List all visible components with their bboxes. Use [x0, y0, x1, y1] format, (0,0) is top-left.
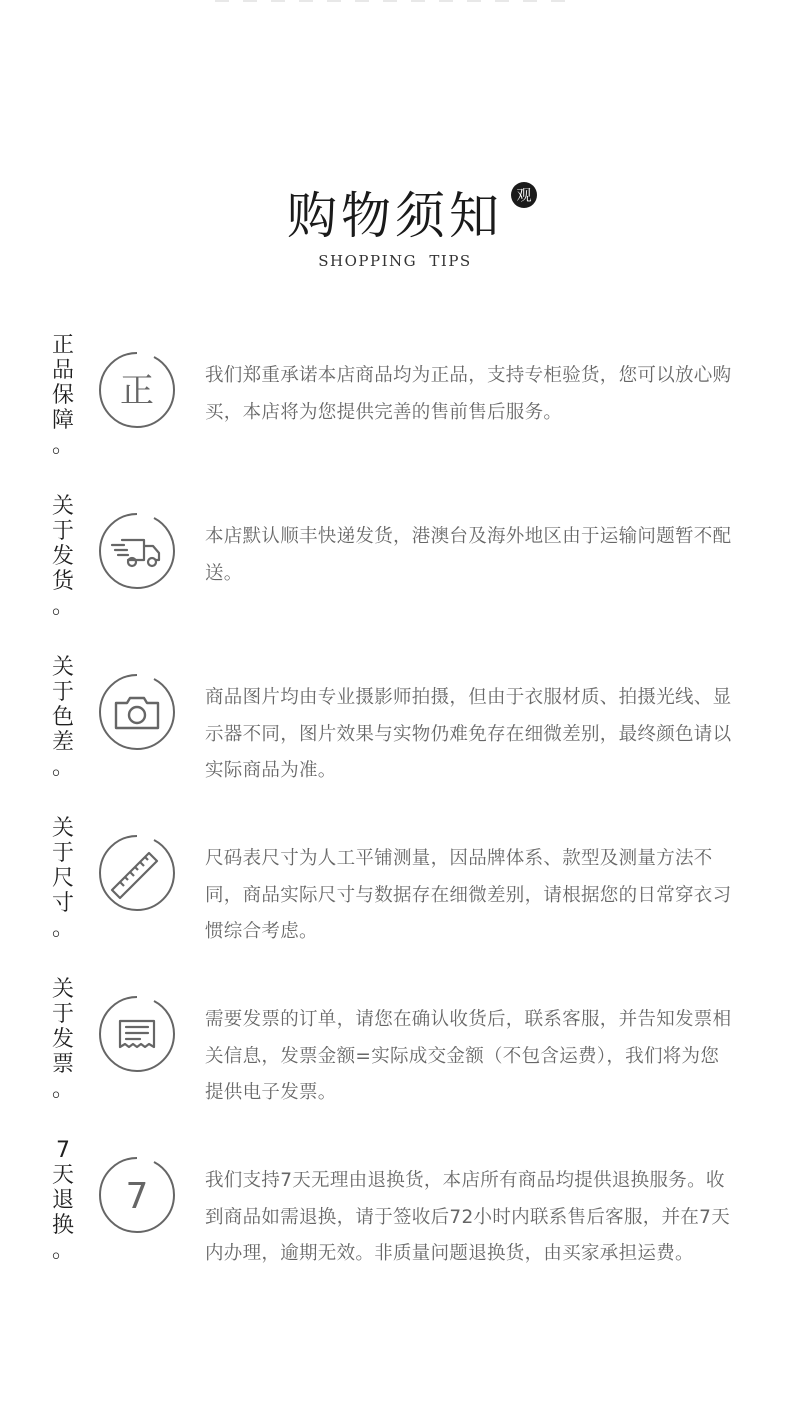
page-title-text: 购物须知 [287, 187, 503, 245]
label-char: 。 [51, 1077, 74, 1102]
camera-icon [98, 673, 176, 751]
tip-invoice [0, 977, 790, 1127]
label-char: 于 [51, 519, 74, 544]
page-subtitle: SHOPPING TIPS [318, 252, 472, 270]
label-char: 发 [51, 1027, 74, 1052]
label-char: 。 [51, 433, 74, 458]
tip-authentic-guarantee [0, 333, 790, 483]
tip-text: 尺码表尺寸为人工平铺测量，因品牌体系、款型及测量方法不同，商品实际尺寸与数据存在细微差别，请根据您的日常穿衣习惯综合考虑。 [205, 848, 732, 942]
label-char: 关 [51, 494, 74, 519]
label-char: 。 [51, 1238, 74, 1263]
tip-seven-day-return [0, 1138, 790, 1288]
seven-glyph: 7 [125, 1176, 149, 1217]
label-char: 。 [51, 916, 74, 941]
tip-text: 我们郑重承诺本店商品均为正品，支持专柜验货，您可以放心购买，本店将为您提供完善的售前售后服务。 [205, 365, 732, 423]
tip-label [50, 494, 76, 619]
label-char: 保 [51, 383, 74, 408]
label-char: 关 [51, 977, 74, 1002]
delivery-truck-icon [98, 512, 176, 590]
tip-text: 商品图片均由专业摄影师拍摄，但由于衣服材质、拍摄光线、显示器不同，图片效果与实物仍难免存在细微差别，最终颜色请以实际商品为准。 [205, 687, 732, 781]
label-char: 关 [51, 655, 74, 680]
label-char: 票 [51, 1052, 74, 1077]
tip-color-difference [0, 655, 790, 805]
tip-text: 需要发票的订单，请您在确认收货后，联系客服，并告知发票相关信息，发票金额=实际成交金额（不包含运费），我们将为您提供电子发票。 [205, 1009, 732, 1103]
label-char: 色 [51, 705, 74, 730]
label-char: 。 [51, 755, 74, 780]
label-char: 于 [51, 1002, 74, 1027]
label-char: 7 [56, 1138, 70, 1163]
tip-text: 本店默认顺丰快递发货，港澳台及海外地区由于运输问题暂不配送。 [205, 526, 732, 584]
zheng-glyph: 正 [120, 371, 154, 411]
ruler-icon [98, 834, 176, 912]
tip-text: 我们支持7天无理由退换货，本店所有商品均提供退换服务。收到商品如需退换，请于签收后72小时内联系售后客服，并在7天内办理，逾期无效。非质量问题退换货，由买家承担运费。 [205, 1170, 731, 1264]
label-char: 于 [51, 841, 74, 866]
tip-label [50, 1138, 76, 1263]
tip-shipping [0, 494, 790, 644]
label-char: 品 [51, 358, 74, 383]
header [0, 186, 790, 270]
tip-label [50, 816, 76, 941]
tip-label [50, 333, 76, 458]
tip-label [50, 977, 76, 1102]
seven-days-icon [98, 1156, 176, 1234]
title-badge: 观 [511, 182, 537, 208]
label-char: 换 [51, 1213, 74, 1238]
label-char: 差 [51, 730, 74, 755]
top-divider [215, 0, 575, 2]
label-char: 退 [51, 1188, 74, 1213]
label-char: 关 [51, 816, 74, 841]
label-char: 障 [51, 408, 74, 433]
label-char: 于 [51, 680, 74, 705]
label-char: 货 [51, 569, 74, 594]
label-char: 寸 [51, 891, 74, 916]
zheng-glyph-icon [98, 351, 176, 429]
label-char: 天 [51, 1163, 74, 1188]
tip-size [0, 816, 790, 966]
tip-label [50, 655, 76, 780]
label-char: 发 [51, 544, 74, 569]
label-char: 尺 [51, 866, 74, 891]
label-char: 正 [51, 333, 74, 358]
page-title [287, 186, 532, 246]
label-char: 。 [51, 594, 74, 619]
invoice-receipt-icon [98, 995, 176, 1073]
